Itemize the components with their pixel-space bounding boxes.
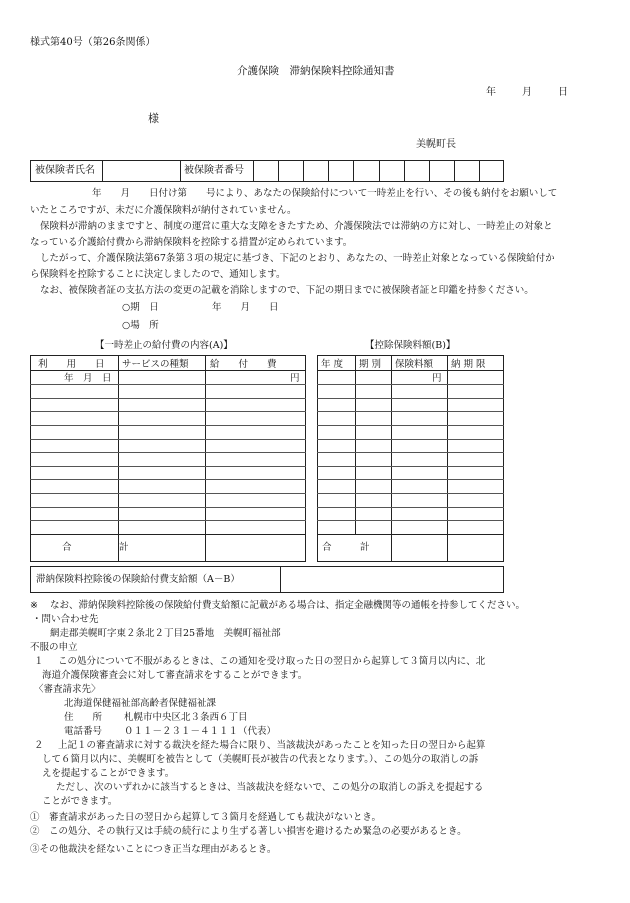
appeal-title: 不服の申立 (30, 642, 78, 653)
body-paragraph-3-line-2: ら保険料を控除することに決定しましたので、通知します。 (30, 269, 286, 280)
review-phone: ０１１－２３１－４１１１（代表） (124, 726, 277, 737)
deduction-table (317, 355, 504, 562)
body-paragraph-1-line-1: 年 月 日付け第 号により、あなたの保険給付について一時差止を行い、その後も納付をお願いして (92, 188, 558, 199)
benefit-row-line (30, 507, 306, 508)
deduction-row-line (317, 398, 504, 399)
benefit-subheader-date: 年 月 日 (64, 373, 112, 384)
appeal-item-1-line-1: この処分について不服があるときは、この通知を受け取った日の翌日から起算して３箇月以内に、北 (58, 656, 486, 667)
benefit-row-line (30, 439, 306, 440)
deduction-row-line (317, 479, 504, 480)
appeal-item-2-line-1: 上記１の審査請求に対する裁決を経た場合に限り、当該裁決があったことを知った日の翌日から起算 (58, 740, 486, 751)
deduction-row-line (317, 425, 504, 426)
benefit-row-line (30, 493, 306, 494)
deduction-row-line (317, 411, 504, 412)
deduction-row-line (317, 466, 504, 467)
deduction-row-line (317, 507, 504, 508)
body-paragraph-3-line-1: したがって、介護保険法第67条第３項の規定に基づき、下記のとおり、あなたの、一時差止対象となっている保険給付か (40, 253, 555, 264)
note-mark: ※ (30, 600, 38, 611)
benefit-table (30, 355, 306, 562)
deduction-row-line (317, 452, 504, 453)
benefit-row-line (30, 466, 306, 467)
deduction-header-year: 年 度 (321, 359, 344, 370)
review-destination-label: 〈審査請求先〉 (34, 684, 101, 695)
body-paragraph-2-line-2: なっている介護給付費から滞納保険料を控除する措置が定められています。 (30, 237, 353, 248)
page-title: 介護保険 滞納保険料控除通知書 (237, 65, 395, 77)
benefit-header-amount: 給 付 費 (210, 359, 277, 370)
date-year-label: 年 (486, 87, 496, 98)
issuer-name: 美幌町長 (416, 139, 456, 150)
deduction-row-line (317, 493, 504, 494)
exception-3: ③その他裁決を経ないことにつき正当な理由があるとき。 (30, 844, 277, 855)
review-phone-label: 電話番号 (64, 726, 103, 737)
appeal-item-2-line-3: えを提起することができます。 (42, 768, 175, 779)
deduction-header-amount: 保険料額 (395, 359, 434, 370)
benefit-row-line (30, 520, 306, 521)
benefit-row-line (30, 384, 306, 385)
benefit-total-label: 合 計 (62, 542, 129, 553)
review-address-label: 住 所 (64, 712, 103, 723)
deduction-row-line (317, 384, 504, 385)
deduction-row-line (317, 520, 504, 521)
payment-label: 滞納保険料控除後の保険給付費支給額（A－B） (36, 574, 240, 585)
appeal-item-2-line-2: して６箇月以内に、美幌町を被告として（美幌町長が被告の代表となります。）、この処分の取消しの訴 (42, 754, 479, 765)
insured-number-label: 被保険者番号 (184, 165, 244, 176)
date-month-label: 月 (522, 87, 532, 98)
deduction-header-divider (317, 370, 504, 371)
appeal-item-1-number: １ (34, 656, 44, 667)
insured-number-cell (379, 160, 380, 182)
right-table-caption: 【控除保険料額(B)】 (365, 340, 456, 351)
insured-number-cell (479, 160, 480, 182)
benefit-row-line (30, 425, 306, 426)
insured-number-cell (328, 160, 329, 182)
inquiry-address: 網走郡美幌町字東２条北２丁目25番地 美幌町福祉部 (50, 628, 281, 639)
appeal-item-2-line-5: ことができます。 (42, 796, 118, 807)
appeal-item-2-number: ２ (34, 740, 44, 751)
exception-1: ① 審査請求があった日の翌日から起算して３箇月を経過しても裁決がないとき。 (30, 812, 382, 823)
deduction-subheader-unit: 円 (432, 373, 442, 384)
benefit-row-line (30, 452, 306, 453)
benefit-row-line (30, 398, 306, 399)
deduction-header-term: 期 別 (359, 359, 382, 370)
insured-number-cell (253, 160, 254, 182)
appeal-item-1-line-2: 海道介護保険審査会に対して審査請求をすることができます。 (42, 670, 308, 681)
benefit-row-line (30, 479, 306, 480)
note-text: なお、滞納保険料控除後の保険給付費支給額に記載がある場合は、指定金融機関等の通帳を持参してください。 (50, 600, 526, 611)
insured-number-cell (278, 160, 279, 182)
body-paragraph-2-line-1: 保険料が滞納のままですと、制度の運営に重大な支障をきたすため、介護保険法では滞納の方に対し、一時差止の対象と (40, 221, 553, 232)
place-label: ○場 所 (122, 320, 159, 331)
review-address: 札幌市中央区北３条西６丁目 (124, 712, 248, 723)
insured-number-cell (429, 160, 430, 182)
insured-number-cell (303, 160, 304, 182)
body-paragraph-4: なお、被保険者証の支払方法の変更の記載を消除しますので、下記の期日までに被保険者証と印鑑を持参ください。 (40, 285, 534, 296)
insured-number-cell (353, 160, 354, 182)
insured-number-cell (404, 160, 405, 182)
deduction-header-due: 納 期 限 (451, 359, 486, 370)
deduction-total-label: 合 計 (322, 542, 370, 553)
exception-2: ② この処分、その執行又は手続の続行により生ずる著しい損害を避けるため緊急の必要があるとき。 (30, 826, 467, 837)
benefit-header-date: 利 用 日 (38, 359, 105, 370)
review-organization: 北海道保健福祉部高齢者保健福祉課 (64, 698, 217, 709)
body-paragraph-1-line-2: いたところですが、未だに介護保険料が納付されていません。 (30, 205, 297, 216)
form-number: 様式第40号（第26条関係） (30, 37, 156, 48)
insured-name-label: 被保険者氏名 (35, 165, 95, 176)
appeal-item-2-line-4: ただし、次のいずれかに該当するときは、当該裁決を経ないで、この処分の取消しの訴えを提起する (56, 782, 484, 793)
insured-number-cell (454, 160, 455, 182)
benefit-header-service: サービスの種類 (122, 359, 189, 370)
benefit-row-line (30, 411, 306, 412)
benefit-subheader-unit: 円 (290, 373, 300, 384)
date-day-label: 日 (558, 87, 568, 98)
addressee-suffix: 様 (148, 112, 159, 125)
period-value: 年 月 日 (212, 302, 279, 313)
deduction-row-line (317, 439, 504, 440)
period-label: ○期 日 (122, 302, 159, 313)
left-table-caption: 【一時差止の給付費の内容(A)】 (95, 340, 233, 351)
benefit-header-divider (30, 370, 306, 371)
inquiry-label: ・問い合わせ先 (32, 614, 99, 625)
